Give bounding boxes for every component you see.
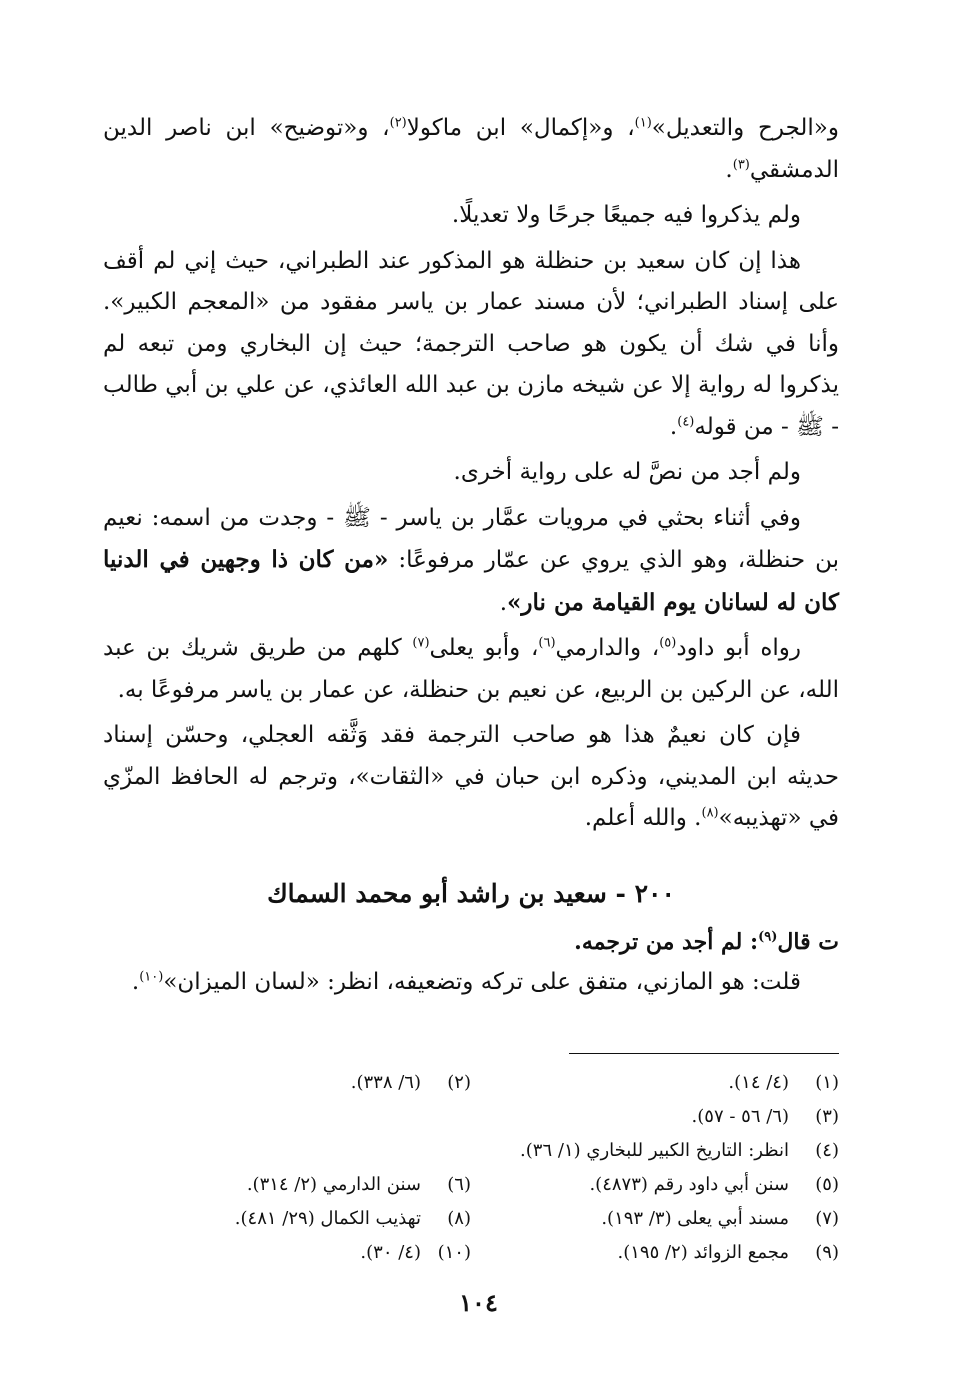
hadith-quote: «من كان ذا وجهين في الدنيا كان له لسانان يوم القيامة من نار» xyxy=(103,546,839,616)
footnote-ref-6[interactable]: (٦) xyxy=(538,635,556,651)
text: قال xyxy=(777,928,811,955)
footnote-ref-5[interactable]: (٥) xyxy=(659,635,677,651)
footnote-row xyxy=(103,1236,839,1270)
footnote-8 xyxy=(103,1202,471,1236)
footnote-text: (٤/ ١٤). xyxy=(728,1072,789,1093)
footnote-2 xyxy=(103,1066,471,1100)
footnote-text: (٦/ ٣٣٨). xyxy=(350,1072,421,1093)
text: قلت: هو المازني، متفق على تركه وتضعيفه، انظر: «لسان الميزان» xyxy=(163,968,801,995)
footnote-7 xyxy=(471,1202,839,1236)
entry-subheading xyxy=(103,922,839,962)
entry-comment xyxy=(103,962,839,1004)
page-number: ١٠٤ xyxy=(459,1288,498,1317)
footnote-row xyxy=(103,1134,839,1168)
footnote-text: (٦/ ٥٦ - ٥٧). xyxy=(691,1106,789,1127)
text: وفي أثناء بحثي في مرويات عمَّار بن ياسر - ﷺ - وجدت من اسمه: نعيم بن حنظلة، وهو الذي يروي عن عمّار مرفوعًا: xyxy=(103,504,839,573)
footnote-number: (١) xyxy=(815,1072,839,1093)
footnote-number: (٨) xyxy=(447,1208,471,1229)
footnote-3 xyxy=(103,1100,839,1134)
footnote-ref-8[interactable]: (٨) xyxy=(701,805,719,821)
footnote-text: سنن أبي داود رقم (٤٨٧٣). xyxy=(589,1174,789,1195)
text: رواه أبو داود xyxy=(676,635,802,661)
footnote-number: (١٠) xyxy=(437,1242,471,1263)
footnote-number: (٢) xyxy=(447,1072,471,1093)
paragraph-5 xyxy=(103,498,839,625)
main-text xyxy=(103,108,839,1007)
footnote-ref-10[interactable]: (١٠) xyxy=(139,968,164,984)
footnote-ref-2[interactable]: (٢) xyxy=(389,115,407,131)
text: هذا إن كان سعيد بن حنظلة هو المذكور عند الطبراني، حيث إني لم أقف على إسناد الطبراني؛ لأن مسند عمار بن ياسر مفقود من «المعجم الكبير». وأنا في شك أن يكون هو صاحب الترجمة؛ حيث إن البخاري ومن تبعه لم يذكروا له رواية إلا عن شيخه مازن بن عبد الله العائذي، عن علي بن أبي طالب - ﷺ - من قوله xyxy=(103,247,839,440)
footnote-ref-3[interactable]: (٣) xyxy=(732,156,750,172)
text: . xyxy=(725,156,733,183)
footnote-row xyxy=(103,1066,839,1100)
footnote-number: (٤) xyxy=(815,1140,839,1161)
text: ، و«إكمال» ابن ماكولا xyxy=(406,115,635,141)
text: فإن كان نعيمٌ هذا هو صاحب الترجمة فقد وَثَّقه العجلي، وحسّن إسناد حديثه ابن المديني، وذكره ابن حبان في «الثقات»، وترجم له الحافظ المزّي في «تهذيبه» xyxy=(103,722,839,831)
paragraph-4: ولم أجد من نصَّ له على رواية أخرى. xyxy=(453,459,801,485)
paragraph-7 xyxy=(103,715,839,840)
footnote-text: انظر: التاريخ الكبير للبخاري (١/ ٣٦). xyxy=(520,1140,789,1161)
text: و«الجرح والتعديل» xyxy=(651,115,839,141)
text: . xyxy=(499,589,508,616)
footnote-text: مسند أبي يعلى (٣/ ١٩٣). xyxy=(601,1208,789,1229)
footnote-ref-1[interactable]: (١) xyxy=(634,115,652,131)
footnote-number: (٣) xyxy=(815,1106,839,1127)
entry-heading: ٢٠٠ - سعيد بن راشد أبو محمد السماك xyxy=(267,878,675,908)
text: ، و«توضيح» ابن ناصر الدين الدمشقي xyxy=(103,115,839,183)
siglum-marker: ت xyxy=(818,928,839,955)
footnote-10 xyxy=(103,1236,471,1270)
footnote-5 xyxy=(471,1168,839,1202)
footnote-6 xyxy=(103,1168,471,1202)
paragraph-1 xyxy=(103,108,839,191)
footnote-text: (٤/ ٣٠). xyxy=(360,1242,421,1263)
text: ، وأبو يعلى xyxy=(429,635,539,661)
footnotes xyxy=(103,1066,839,1270)
footnote-number: (٥) xyxy=(815,1174,839,1195)
footnote-ref-9[interactable]: (٩) xyxy=(758,929,778,945)
footnote-ref-4[interactable]: (٤) xyxy=(677,413,695,429)
paragraph-2: ولم يذكروا فيه جميعًا جرحًا ولا تعديلًا. xyxy=(451,202,801,228)
footnote-4 xyxy=(103,1134,839,1168)
footnote-row xyxy=(103,1202,839,1236)
footnote-number: (٦) xyxy=(447,1174,471,1195)
text: . xyxy=(131,968,140,995)
text: . والله أعلم. xyxy=(584,805,702,831)
text: كلهم من طريق شريك بن عبد الله، عن الركين بن الربيع، عن نعيم بن حنظلة، عن عمار بن ياسر مرفوعًا به. xyxy=(103,635,839,703)
footnote-separator xyxy=(569,1053,839,1054)
footnote-number: (٩) xyxy=(815,1242,839,1263)
text: : لم أجد من ترجمه. xyxy=(574,928,759,955)
text: ، والدارمي xyxy=(555,635,660,661)
footnote-row xyxy=(103,1100,839,1134)
text: . xyxy=(669,413,678,440)
paragraph-3 xyxy=(103,241,839,449)
footnote-ref-7[interactable]: (٧) xyxy=(412,635,430,651)
paragraph-6 xyxy=(103,628,839,711)
footnote-number: (٧) xyxy=(815,1208,839,1229)
footnote-text: سنن الدارمي (٢/ ٣١٤). xyxy=(246,1174,421,1195)
footnote-row xyxy=(103,1168,839,1202)
footnote-9 xyxy=(471,1236,839,1270)
footnote-text: تهذيب الكمال (٢٩/ ٤٨١). xyxy=(234,1208,421,1229)
footnote-text: مجمع الزوائد (٢/ ١٩٥). xyxy=(617,1242,789,1263)
footnote-1 xyxy=(471,1066,839,1100)
